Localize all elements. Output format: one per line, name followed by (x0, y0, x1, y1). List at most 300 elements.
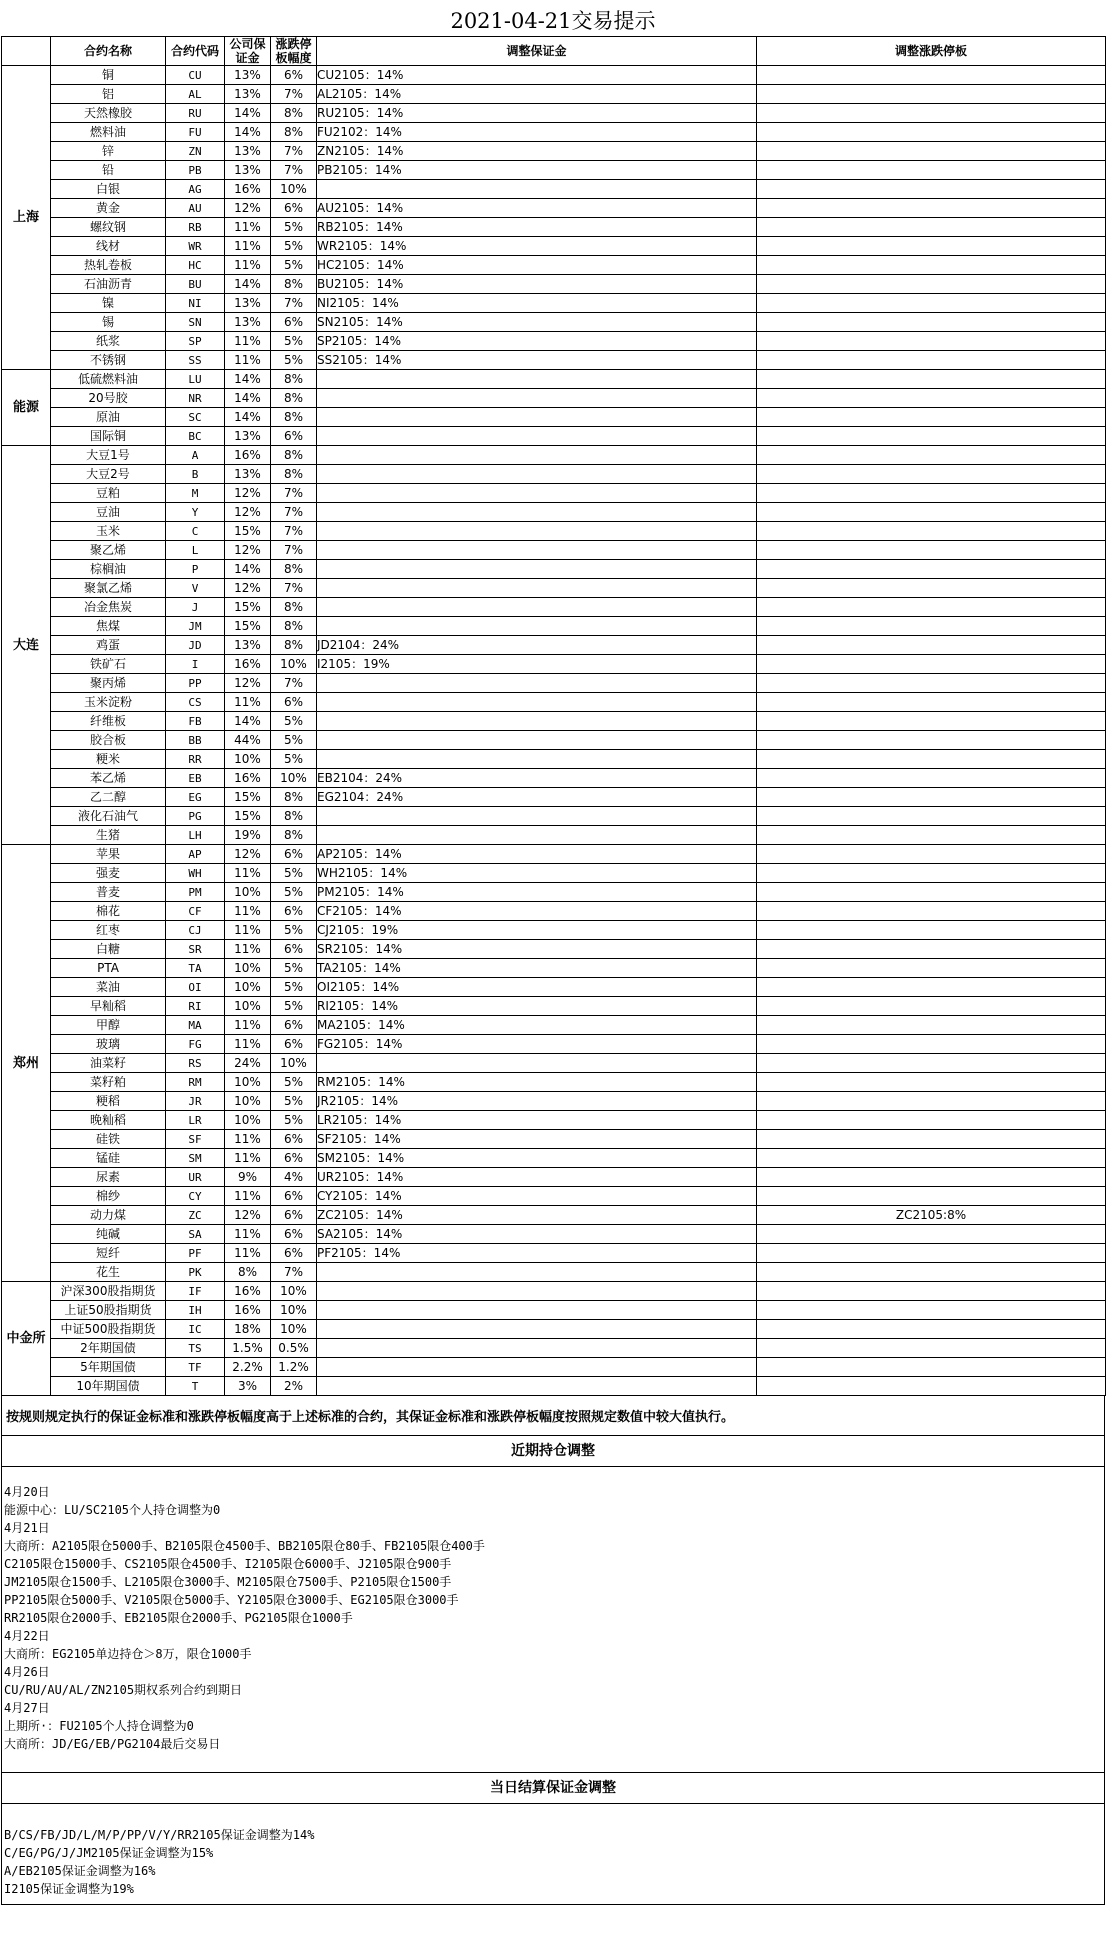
contract-code-cell: CY (166, 1187, 225, 1206)
margin-cell: 11% (225, 1035, 271, 1054)
adjusted-margin-cell (317, 560, 757, 579)
table-row (2, 1244, 1106, 1263)
contract-code-cell: UR (166, 1168, 225, 1187)
text-line: 4月22日 (4, 1629, 50, 1643)
limit-cell: 10% (271, 1301, 317, 1320)
margin-cell: 14% (225, 560, 271, 579)
limit-cell: 7% (271, 294, 317, 313)
adjusted-margin-cell (317, 826, 757, 845)
header-adjusted-limit: 调整涨跌停板 (757, 37, 1106, 66)
margin-cell: 8% (225, 1263, 271, 1282)
adjusted-margin-cell: MA2105：14% (317, 1016, 757, 1035)
adjusted-margin-cell: JR2105：14% (317, 1092, 757, 1111)
adjusted-margin-cell: SN2105：14% (317, 313, 757, 332)
margin-cell: 12% (225, 579, 271, 598)
limit-cell: 10% (271, 180, 317, 199)
limit-cell: 6% (271, 1244, 317, 1263)
table-row (2, 541, 1106, 560)
adjusted-limit-cell (757, 1377, 1106, 1396)
contract-code-cell: RM (166, 1073, 225, 1092)
margin-cell: 11% (225, 1187, 271, 1206)
table-row (2, 712, 1106, 731)
adjusted-margin-cell (317, 465, 757, 484)
contract-code-cell: BU (166, 275, 225, 294)
contract-code-cell: JR (166, 1092, 225, 1111)
limit-cell: 5% (271, 256, 317, 275)
contract-name-cell: 冶金焦炭 (51, 598, 166, 617)
adjusted-limit-cell (757, 161, 1106, 180)
limit-cell: 8% (271, 275, 317, 294)
text-line: 4月27日 (4, 1701, 50, 1715)
adjusted-margin-cell: TA2105：14% (317, 959, 757, 978)
contract-name-cell: 豆油 (51, 503, 166, 522)
limit-cell: 5% (271, 1073, 317, 1092)
adjusted-limit-cell (757, 85, 1106, 104)
exchange-label: 上海 (2, 66, 51, 370)
contract-code-cell: RR (166, 750, 225, 769)
contract-code-cell: WH (166, 864, 225, 883)
text-line: JM2105限仓1500手、L2105限仓3000手、M2105限仓7500手、P2105限仓1500手 (4, 1575, 452, 1589)
text-line: C/EG/PG/J/JM2105保证金调整为15% (4, 1846, 214, 1860)
limit-cell: 5% (271, 218, 317, 237)
margin-cell: 11% (225, 1225, 271, 1244)
header-contract-code: 合约代码 (166, 37, 225, 66)
contract-code-cell: AG (166, 180, 225, 199)
adjusted-limit-cell (757, 1054, 1106, 1073)
adjusted-margin-cell (317, 180, 757, 199)
adjusted-limit-cell (757, 712, 1106, 731)
contract-name-cell: 动力煤 (51, 1206, 166, 1225)
contract-code-cell: PK (166, 1263, 225, 1282)
contract-code-cell: WR (166, 237, 225, 256)
table-row (2, 332, 1106, 351)
table-row (2, 807, 1106, 826)
adjusted-margin-cell: SM2105：14% (317, 1149, 757, 1168)
adjusted-limit-cell (757, 256, 1106, 275)
contract-name-cell: 红枣 (51, 921, 166, 940)
text-line: RR2105限仓2000手、EB2105限仓2000手、PG2105限仓1000手 (4, 1611, 353, 1625)
adjusted-limit-cell (757, 465, 1106, 484)
contract-code-cell: TS (166, 1339, 225, 1358)
margin-cell: 14% (225, 370, 271, 389)
adjusted-limit-cell (757, 693, 1106, 712)
contract-name-cell: 2年期国债 (51, 1339, 166, 1358)
adjusted-margin-cell: SA2105：14% (317, 1225, 757, 1244)
contract-code-cell: SC (166, 408, 225, 427)
limit-cell: 7% (271, 142, 317, 161)
table-row (2, 370, 1106, 389)
adjusted-limit-cell (757, 1225, 1106, 1244)
table-row (2, 1187, 1106, 1206)
limit-cell: 7% (271, 503, 317, 522)
adjusted-margin-cell: RU2105：14% (317, 104, 757, 123)
adjusted-limit-cell (757, 674, 1106, 693)
margin-cell: 15% (225, 598, 271, 617)
adjusted-limit-cell (757, 750, 1106, 769)
contract-name-cell: 短纤 (51, 1244, 166, 1263)
adjusted-limit-cell (757, 1092, 1106, 1111)
contract-name-cell: 苹果 (51, 845, 166, 864)
adjusted-margin-cell: JD2104：24% (317, 636, 757, 655)
exchange-label: 能源 (2, 370, 51, 446)
margin-cell: 10% (225, 978, 271, 997)
text-line: 能源中心：LU/SC2105个人持仓调整为0 (4, 1503, 221, 1517)
adjusted-limit-cell (757, 883, 1106, 902)
contract-code-cell: MA (166, 1016, 225, 1035)
table-row (2, 1263, 1106, 1282)
table-row (2, 1073, 1106, 1092)
limit-cell: 1.2% (271, 1358, 317, 1377)
contract-code-cell: AL (166, 85, 225, 104)
table-row (2, 1092, 1106, 1111)
adjusted-limit-cell (757, 199, 1106, 218)
adjusted-margin-cell: CU2105：14% (317, 66, 757, 85)
contract-name-cell: 铁矿石 (51, 655, 166, 674)
adjusted-limit-cell (757, 123, 1106, 142)
margin-cell: 3% (225, 1377, 271, 1396)
limit-cell: 5% (271, 332, 317, 351)
contract-name-cell: 沪深300股指期货 (51, 1282, 166, 1301)
table-row (2, 997, 1106, 1016)
contract-name-cell: 大豆2号 (51, 465, 166, 484)
contract-name-cell: 早籼稻 (51, 997, 166, 1016)
settlement-adjustment-title: 当日结算保证金调整 (2, 1773, 1104, 1804)
table-row (2, 750, 1106, 769)
limit-cell: 8% (271, 788, 317, 807)
adjusted-margin-cell (317, 370, 757, 389)
margin-cell: 11% (225, 902, 271, 921)
margin-cell: 11% (225, 332, 271, 351)
adjusted-margin-cell: WR2105：14% (317, 237, 757, 256)
table-row (2, 1339, 1106, 1358)
margin-cell: 11% (225, 256, 271, 275)
text-line: 4月21日 (4, 1521, 50, 1535)
adjusted-margin-cell: WH2105：14% (317, 864, 757, 883)
table-row (2, 617, 1106, 636)
limit-cell: 6% (271, 199, 317, 218)
table-row (2, 1206, 1106, 1225)
margin-cell: 16% (225, 180, 271, 199)
margin-cell: 19% (225, 826, 271, 845)
text-line: PP2105限仓5000手、V2105限仓5000手、Y2105限仓3000手、EG2105限仓3000手 (4, 1593, 459, 1607)
adjusted-limit-cell (757, 1149, 1106, 1168)
table-row (2, 598, 1106, 617)
margin-cell: 14% (225, 104, 271, 123)
limit-cell: 6% (271, 693, 317, 712)
contract-code-cell: V (166, 579, 225, 598)
margin-cell: 12% (225, 484, 271, 503)
contract-name-cell: 棉纱 (51, 1187, 166, 1206)
adjusted-limit-cell (757, 484, 1106, 503)
limit-cell: 7% (271, 522, 317, 541)
adjusted-margin-cell (317, 1320, 757, 1339)
margin-cell: 13% (225, 636, 271, 655)
contract-code-cell: IF (166, 1282, 225, 1301)
contract-name-cell: 聚氯乙烯 (51, 579, 166, 598)
adjusted-limit-cell (757, 313, 1106, 332)
contract-name-cell: 铜 (51, 66, 166, 85)
margin-cell: 16% (225, 1301, 271, 1320)
adjusted-margin-cell (317, 484, 757, 503)
limit-cell: 7% (271, 579, 317, 598)
adjusted-margin-cell: PM2105：14% (317, 883, 757, 902)
contract-code-cell: CU (166, 66, 225, 85)
table-row (2, 788, 1106, 807)
contract-name-cell: 焦煤 (51, 617, 166, 636)
table-row (2, 1301, 1106, 1320)
margin-cell: 11% (225, 921, 271, 940)
adjusted-limit-cell (757, 826, 1106, 845)
margin-cell: 11% (225, 351, 271, 370)
contract-code-cell: PG (166, 807, 225, 826)
contract-code-cell: SF (166, 1130, 225, 1149)
adjusted-limit-cell (757, 902, 1106, 921)
contract-name-cell: 上证50股指期货 (51, 1301, 166, 1320)
margin-cell: 13% (225, 465, 271, 484)
contract-code-cell: SM (166, 1149, 225, 1168)
margin-cell: 12% (225, 1206, 271, 1225)
contract-code-cell: IC (166, 1320, 225, 1339)
contract-code-cell: RB (166, 218, 225, 237)
margin-cell: 11% (225, 1149, 271, 1168)
contract-name-cell: 锌 (51, 142, 166, 161)
contract-code-cell: SN (166, 313, 225, 332)
contract-code-cell: L (166, 541, 225, 560)
table-row (2, 560, 1106, 579)
margin-cell: 1.5% (225, 1339, 271, 1358)
table-row (2, 1111, 1106, 1130)
limit-cell: 6% (271, 427, 317, 446)
margin-cell: 9% (225, 1168, 271, 1187)
adjusted-margin-cell: BU2105：14% (317, 275, 757, 294)
margin-cell: 14% (225, 275, 271, 294)
contract-name-cell: 黄金 (51, 199, 166, 218)
limit-cell: 6% (271, 1225, 317, 1244)
header-margin: 公司保证金 (225, 37, 271, 66)
adjusted-limit-cell (757, 351, 1106, 370)
margin-cell: 10% (225, 997, 271, 1016)
contract-code-cell: CJ (166, 921, 225, 940)
limit-cell: 5% (271, 921, 317, 940)
table-row (2, 104, 1106, 123)
adjusted-limit-cell (757, 788, 1106, 807)
limit-cell: 8% (271, 389, 317, 408)
limit-cell: 8% (271, 446, 317, 465)
limit-cell: 8% (271, 636, 317, 655)
text-line: A/EB2105保证金调整为16% (4, 1864, 156, 1878)
adjusted-margin-cell (317, 579, 757, 598)
limit-cell: 6% (271, 1149, 317, 1168)
adjusted-limit-cell (757, 1263, 1106, 1282)
adjusted-limit-cell (757, 541, 1106, 560)
adjusted-limit-cell (757, 807, 1106, 826)
contract-code-cell: PP (166, 674, 225, 693)
table-row (2, 313, 1106, 332)
exchange-label: 郑州 (2, 845, 51, 1282)
contract-name-cell: 强麦 (51, 864, 166, 883)
contract-code-cell: EB (166, 769, 225, 788)
contract-code-cell: C (166, 522, 225, 541)
contract-name-cell: 液化石油气 (51, 807, 166, 826)
limit-cell: 5% (271, 864, 317, 883)
contract-code-cell: IH (166, 1301, 225, 1320)
margin-cell: 11% (225, 237, 271, 256)
adjusted-margin-cell (317, 1339, 757, 1358)
contract-name-cell: 20号胶 (51, 389, 166, 408)
adjusted-limit-cell (757, 769, 1106, 788)
contract-name-cell: 聚乙烯 (51, 541, 166, 560)
limit-cell: 8% (271, 826, 317, 845)
adjusted-limit-cell (757, 1130, 1106, 1149)
table-row (2, 142, 1106, 161)
contract-name-cell: 铅 (51, 161, 166, 180)
exchange-label: 大连 (2, 446, 51, 845)
position-adjustment-section (1, 1436, 1105, 1773)
contract-name-cell: 菜油 (51, 978, 166, 997)
table-row (2, 1225, 1106, 1244)
contract-code-cell: JM (166, 617, 225, 636)
contract-code-cell: I (166, 655, 225, 674)
limit-cell: 5% (271, 750, 317, 769)
contract-code-cell: J (166, 598, 225, 617)
table-row (2, 1358, 1106, 1377)
contract-name-cell: 热轧卷板 (51, 256, 166, 275)
limit-cell: 6% (271, 902, 317, 921)
settlement-adjustment-section (1, 1773, 1105, 1905)
margin-cell: 16% (225, 1282, 271, 1301)
limit-cell: 5% (271, 237, 317, 256)
table-row (2, 959, 1106, 978)
limit-cell: 8% (271, 807, 317, 826)
adjusted-margin-cell: AP2105：14% (317, 845, 757, 864)
table-row (2, 731, 1106, 750)
table-row (2, 161, 1106, 180)
contract-name-cell: 10年期国债 (51, 1377, 166, 1396)
margin-cell: 10% (225, 959, 271, 978)
margin-cell: 10% (225, 1073, 271, 1092)
table-row (2, 522, 1106, 541)
table-row (2, 408, 1106, 427)
margin-cell: 15% (225, 788, 271, 807)
contract-name-cell: 石油沥青 (51, 275, 166, 294)
contract-code-cell: B (166, 465, 225, 484)
adjusted-limit-cell (757, 598, 1106, 617)
limit-cell: 7% (271, 1263, 317, 1282)
contract-name-cell: 棕榈油 (51, 560, 166, 579)
adjusted-margin-cell: HC2105：14% (317, 256, 757, 275)
contract-name-cell: 螺纹钢 (51, 218, 166, 237)
margin-cell: 14% (225, 712, 271, 731)
table-row (2, 826, 1106, 845)
adjusted-limit-cell (757, 1187, 1106, 1206)
contract-name-cell: 低硫燃料油 (51, 370, 166, 389)
adjusted-margin-cell: RM2105：14% (317, 1073, 757, 1092)
adjusted-margin-cell: CY2105：14% (317, 1187, 757, 1206)
contract-name-cell: PTA (51, 959, 166, 978)
margin-cell: 18% (225, 1320, 271, 1339)
table-row (2, 503, 1106, 522)
contract-code-cell: CF (166, 902, 225, 921)
limit-cell: 6% (271, 1016, 317, 1035)
margin-cell: 11% (225, 1130, 271, 1149)
margin-cell: 15% (225, 522, 271, 541)
table-row (2, 1282, 1106, 1301)
contract-name-cell: 玻璃 (51, 1035, 166, 1054)
adjusted-limit-cell (757, 579, 1106, 598)
settlement-adjustment-body (2, 1804, 1104, 1904)
adjusted-margin-cell (317, 446, 757, 465)
adjusted-margin-cell: RI2105：14% (317, 997, 757, 1016)
adjusted-margin-cell: EB2104：24% (317, 769, 757, 788)
table-row (2, 446, 1106, 465)
contract-code-cell: TA (166, 959, 225, 978)
contract-name-cell: 白糖 (51, 940, 166, 959)
limit-cell: 8% (271, 617, 317, 636)
adjusted-margin-cell: SP2105：14% (317, 332, 757, 351)
contract-name-cell: 燃料油 (51, 123, 166, 142)
limit-cell: 5% (271, 1092, 317, 1111)
contract-code-cell: FB (166, 712, 225, 731)
adjusted-limit-cell (757, 1016, 1106, 1035)
rule-note: 按规则规定执行的保证金标准和涨跌停板幅度高于上述标准的合约，其保证金标准和涨跌停板幅度按照规定数值中较大值执行。 (6, 1410, 735, 1425)
limit-cell: 7% (271, 161, 317, 180)
contract-code-cell: PM (166, 883, 225, 902)
contract-name-cell: 锰硅 (51, 1149, 166, 1168)
adjusted-margin-cell (317, 1358, 757, 1377)
adjusted-margin-cell: SS2105：14% (317, 351, 757, 370)
limit-cell: 6% (271, 1130, 317, 1149)
margin-cell: 10% (225, 883, 271, 902)
contract-name-cell: 白银 (51, 180, 166, 199)
adjusted-margin-cell: SR2105：14% (317, 940, 757, 959)
margin-cell: 13% (225, 142, 271, 161)
limit-cell: 5% (271, 351, 317, 370)
adjusted-margin-cell (317, 1282, 757, 1301)
adjusted-limit-cell (757, 655, 1106, 674)
margin-cell: 11% (225, 864, 271, 883)
adjusted-margin-cell: I2105：19% (317, 655, 757, 674)
margin-cell: 12% (225, 845, 271, 864)
table-row (2, 199, 1106, 218)
text-line: B/CS/FB/JD/L/M/P/PP/V/Y/RR2105保证金调整为14% (4, 1828, 315, 1842)
table-row (2, 294, 1106, 313)
adjusted-limit-cell (757, 446, 1106, 465)
adjusted-margin-cell (317, 731, 757, 750)
contract-name-cell: 锡 (51, 313, 166, 332)
limit-cell: 8% (271, 408, 317, 427)
contract-name-cell: 中证500股指期货 (51, 1320, 166, 1339)
adjusted-margin-cell: OI2105：14% (317, 978, 757, 997)
contract-code-cell: AU (166, 199, 225, 218)
contract-name-cell: 棉花 (51, 902, 166, 921)
contract-name-cell: 豆粕 (51, 484, 166, 503)
contract-name-cell: 甲醇 (51, 1016, 166, 1035)
limit-cell: 7% (271, 674, 317, 693)
table-row (2, 180, 1106, 199)
table-row (2, 636, 1106, 655)
contract-code-cell: P (166, 560, 225, 579)
table-row (2, 275, 1106, 294)
margin-cell: 10% (225, 1111, 271, 1130)
limit-cell: 8% (271, 370, 317, 389)
limit-cell: 6% (271, 940, 317, 959)
contract-code-cell: TF (166, 1358, 225, 1377)
table-row (2, 237, 1106, 256)
adjusted-margin-cell (317, 598, 757, 617)
adjusted-limit-cell (757, 1282, 1106, 1301)
text-line: CU/RU/AU/AL/ZN2105期权系列合约到期日 (4, 1683, 243, 1697)
adjusted-limit-cell (757, 180, 1106, 199)
